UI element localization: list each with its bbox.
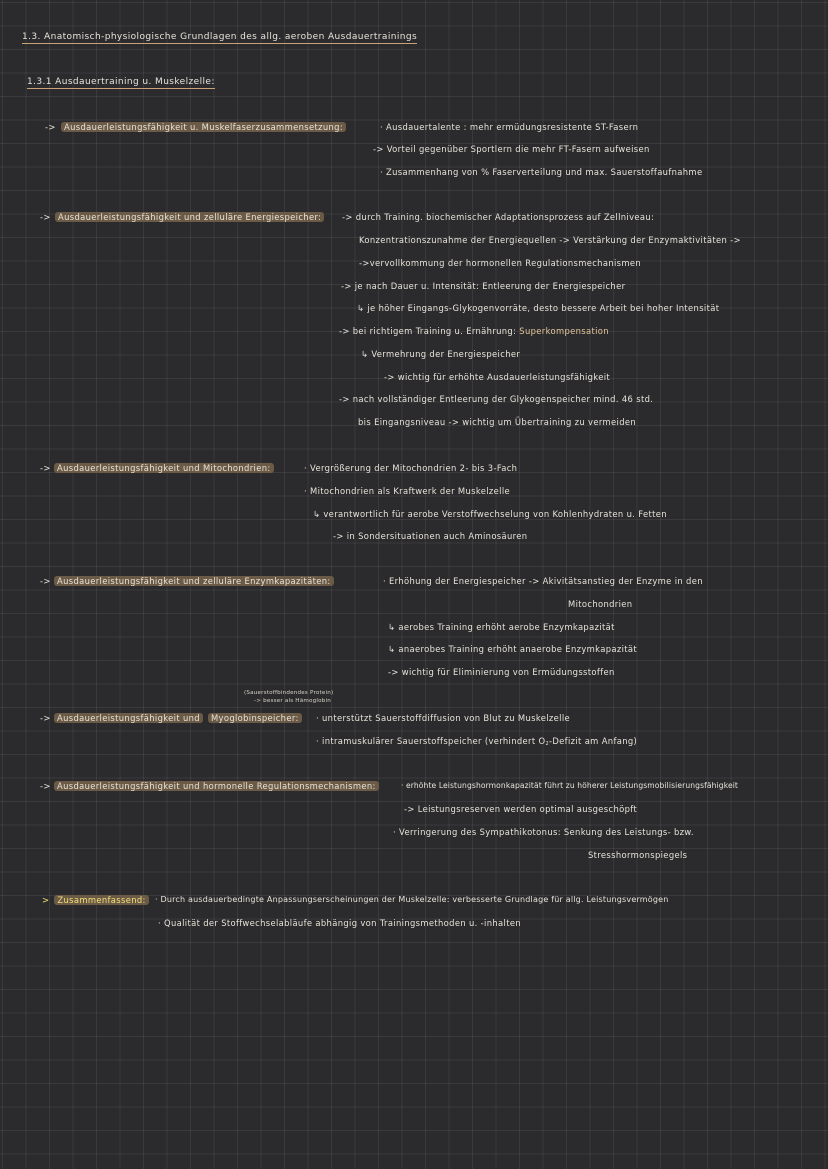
s2-line-1: -> durch Training. biochemischer Adaptationsprozess auf Zellniveau: — [342, 212, 655, 222]
s5-note-2: -> besser als Hämoglobin — [254, 698, 331, 704]
s1-line-2: -> Vorteil gegenüber Sportlern die mehr FT-Fasern aufweisen — [373, 144, 650, 154]
s2-line-8: -> wichtig für erhöhte Ausdauerleistungsfähigkeit — [384, 372, 611, 382]
s4-line-3: ↳ aerobes Training erhöht aerobe Enzymkapazität — [388, 622, 615, 632]
s1-line-1: · Ausdauertalente : mehr ermüdungsresistente ST-Fasern — [380, 122, 639, 132]
s6-line-4: Stresshormonspiegels — [588, 850, 688, 860]
s3-arrow: -> — [40, 463, 51, 473]
s2-line-9: -> nach vollständiger Entleerung der Glykogenspeicher mind. 46 std. — [339, 394, 654, 404]
s3-line-2: · Mitochondrien als Kraftwerk der Muskelzelle — [304, 486, 511, 496]
section-heading: 1.3.1 Ausdauertraining u. Muskelzelle: — [27, 77, 215, 87]
s3-line-4: -> in Sondersituationen auch Aminosäuren — [333, 531, 528, 541]
s2-line-4: -> je nach Dauer u. Intensität: Entleerung der Energiespeicher — [341, 281, 626, 291]
s6-arrow: -> — [40, 781, 51, 791]
s6-line-1: · erhöhte Leistungshormonkapazität führt zu höherer Leistungsmobilisierungsfähigkeit — [401, 781, 739, 790]
s6-line-3: · Verringerung des Sympathikotonus: Senkung des Leistungs- bzw. — [393, 827, 694, 837]
s3-line-1: · Vergrößerung der Mitochondrien 2- bis 3-Fach — [304, 463, 518, 473]
s3-line-3: ↳ verantwortlich für aerobe Verstoffwechselung von Kohlenhydraten u. Fetten — [313, 509, 667, 519]
s2-line-10: bis Eingangsniveau -> wichtig um Übertraining zu vermeiden — [358, 417, 637, 427]
s4-heading: Ausdauerleistungsfähigkeit und zelluläre Enzymkapazitäten: — [57, 575, 334, 587]
s5-note-1: (Sauerstoffbindendes Protein) — [244, 690, 334, 696]
s6-heading: Ausdauerleistungsfähigkeit und hormonelle Regulationsmechanismen: — [57, 780, 379, 792]
summary-line-2: · Qualität der Stoffwechselabläufe abhängig von Trainingsmethoden u. -inhalten — [158, 918, 521, 928]
summary-heading: > Zusammenfassend: — [42, 894, 149, 906]
s5-heading: Ausdauerleistungsfähigkeit und Myoglobinspeicher: — [57, 712, 302, 724]
s2-line-7: ↳ Vermehrung der Energiespeicher — [361, 349, 521, 359]
s2-line-2: Konzentrationszunahme der Energiequellen -> Verstärkung der Enzymaktivitäten -> — [359, 235, 741, 245]
s1-heading: Ausdauerleistungsfähigkeit u. Muskelfaserzusammensetzung: — [64, 121, 346, 133]
s2-line-5: ↳ je höher Eingangs-Glykogenvorräte, desto bessere Arbeit bei hoher Intensität — [357, 303, 720, 313]
s4-line-5: -> wichtig für Eliminierung von Ermüdungsstoffen — [388, 667, 615, 677]
summary-line-1: · Durch ausdauerbedingte Anpassungserscheinungen der Muskelzelle: verbesserte Grundlage für allg. Leistungsvermögen — [155, 895, 669, 904]
s4-line-4: ↳ anaerobes Training erhöht anaerobe Enzymkapazität — [388, 644, 638, 654]
s5-arrow: -> — [40, 713, 51, 723]
s5-line-1: · unterstützt Sauerstoffdiffusion von Blut zu Muskelzelle — [316, 713, 571, 723]
s2-line-3: ->vervollkommung der hormonellen Regulationsmechanismen — [359, 258, 642, 268]
s1-arrow: -> — [45, 122, 56, 132]
s2-arrow: -> — [40, 212, 51, 222]
s4-line-1: · Erhöhung der Energiespeicher -> Akivitätsanstieg der Enzyme in den — [383, 576, 703, 586]
s4-line-2: Mitochondrien — [568, 599, 633, 609]
s4-arrow: -> — [40, 576, 51, 586]
s6-line-2: -> Leistungsreserven werden optimal ausgeschöpft — [404, 804, 638, 814]
s2-heading: Ausdauerleistungsfähigkeit und zelluläre Energiespeicher: — [58, 211, 324, 223]
s2-line-6: -> bei richtigem Training u. Ernährung: Superkompensation — [339, 326, 609, 336]
page-title: 1.3. Anatomisch-physiologische Grundlagen des allg. aeroben Ausdauertrainings — [22, 32, 418, 42]
superkompensation-highlight: Superkompensation — [519, 326, 609, 336]
s1-line-3: · Zusammenhang von % Faserverteilung und max. Sauerstoffaufnahme — [380, 167, 703, 177]
s5-line-2: · intramuskulärer Sauerstoffspeicher (verhindert $O_2$-Defizit am Anfang) — [316, 736, 638, 747]
s3-heading: Ausdauerleistungsfähigkeit und Mitochondrien: — [57, 462, 274, 474]
